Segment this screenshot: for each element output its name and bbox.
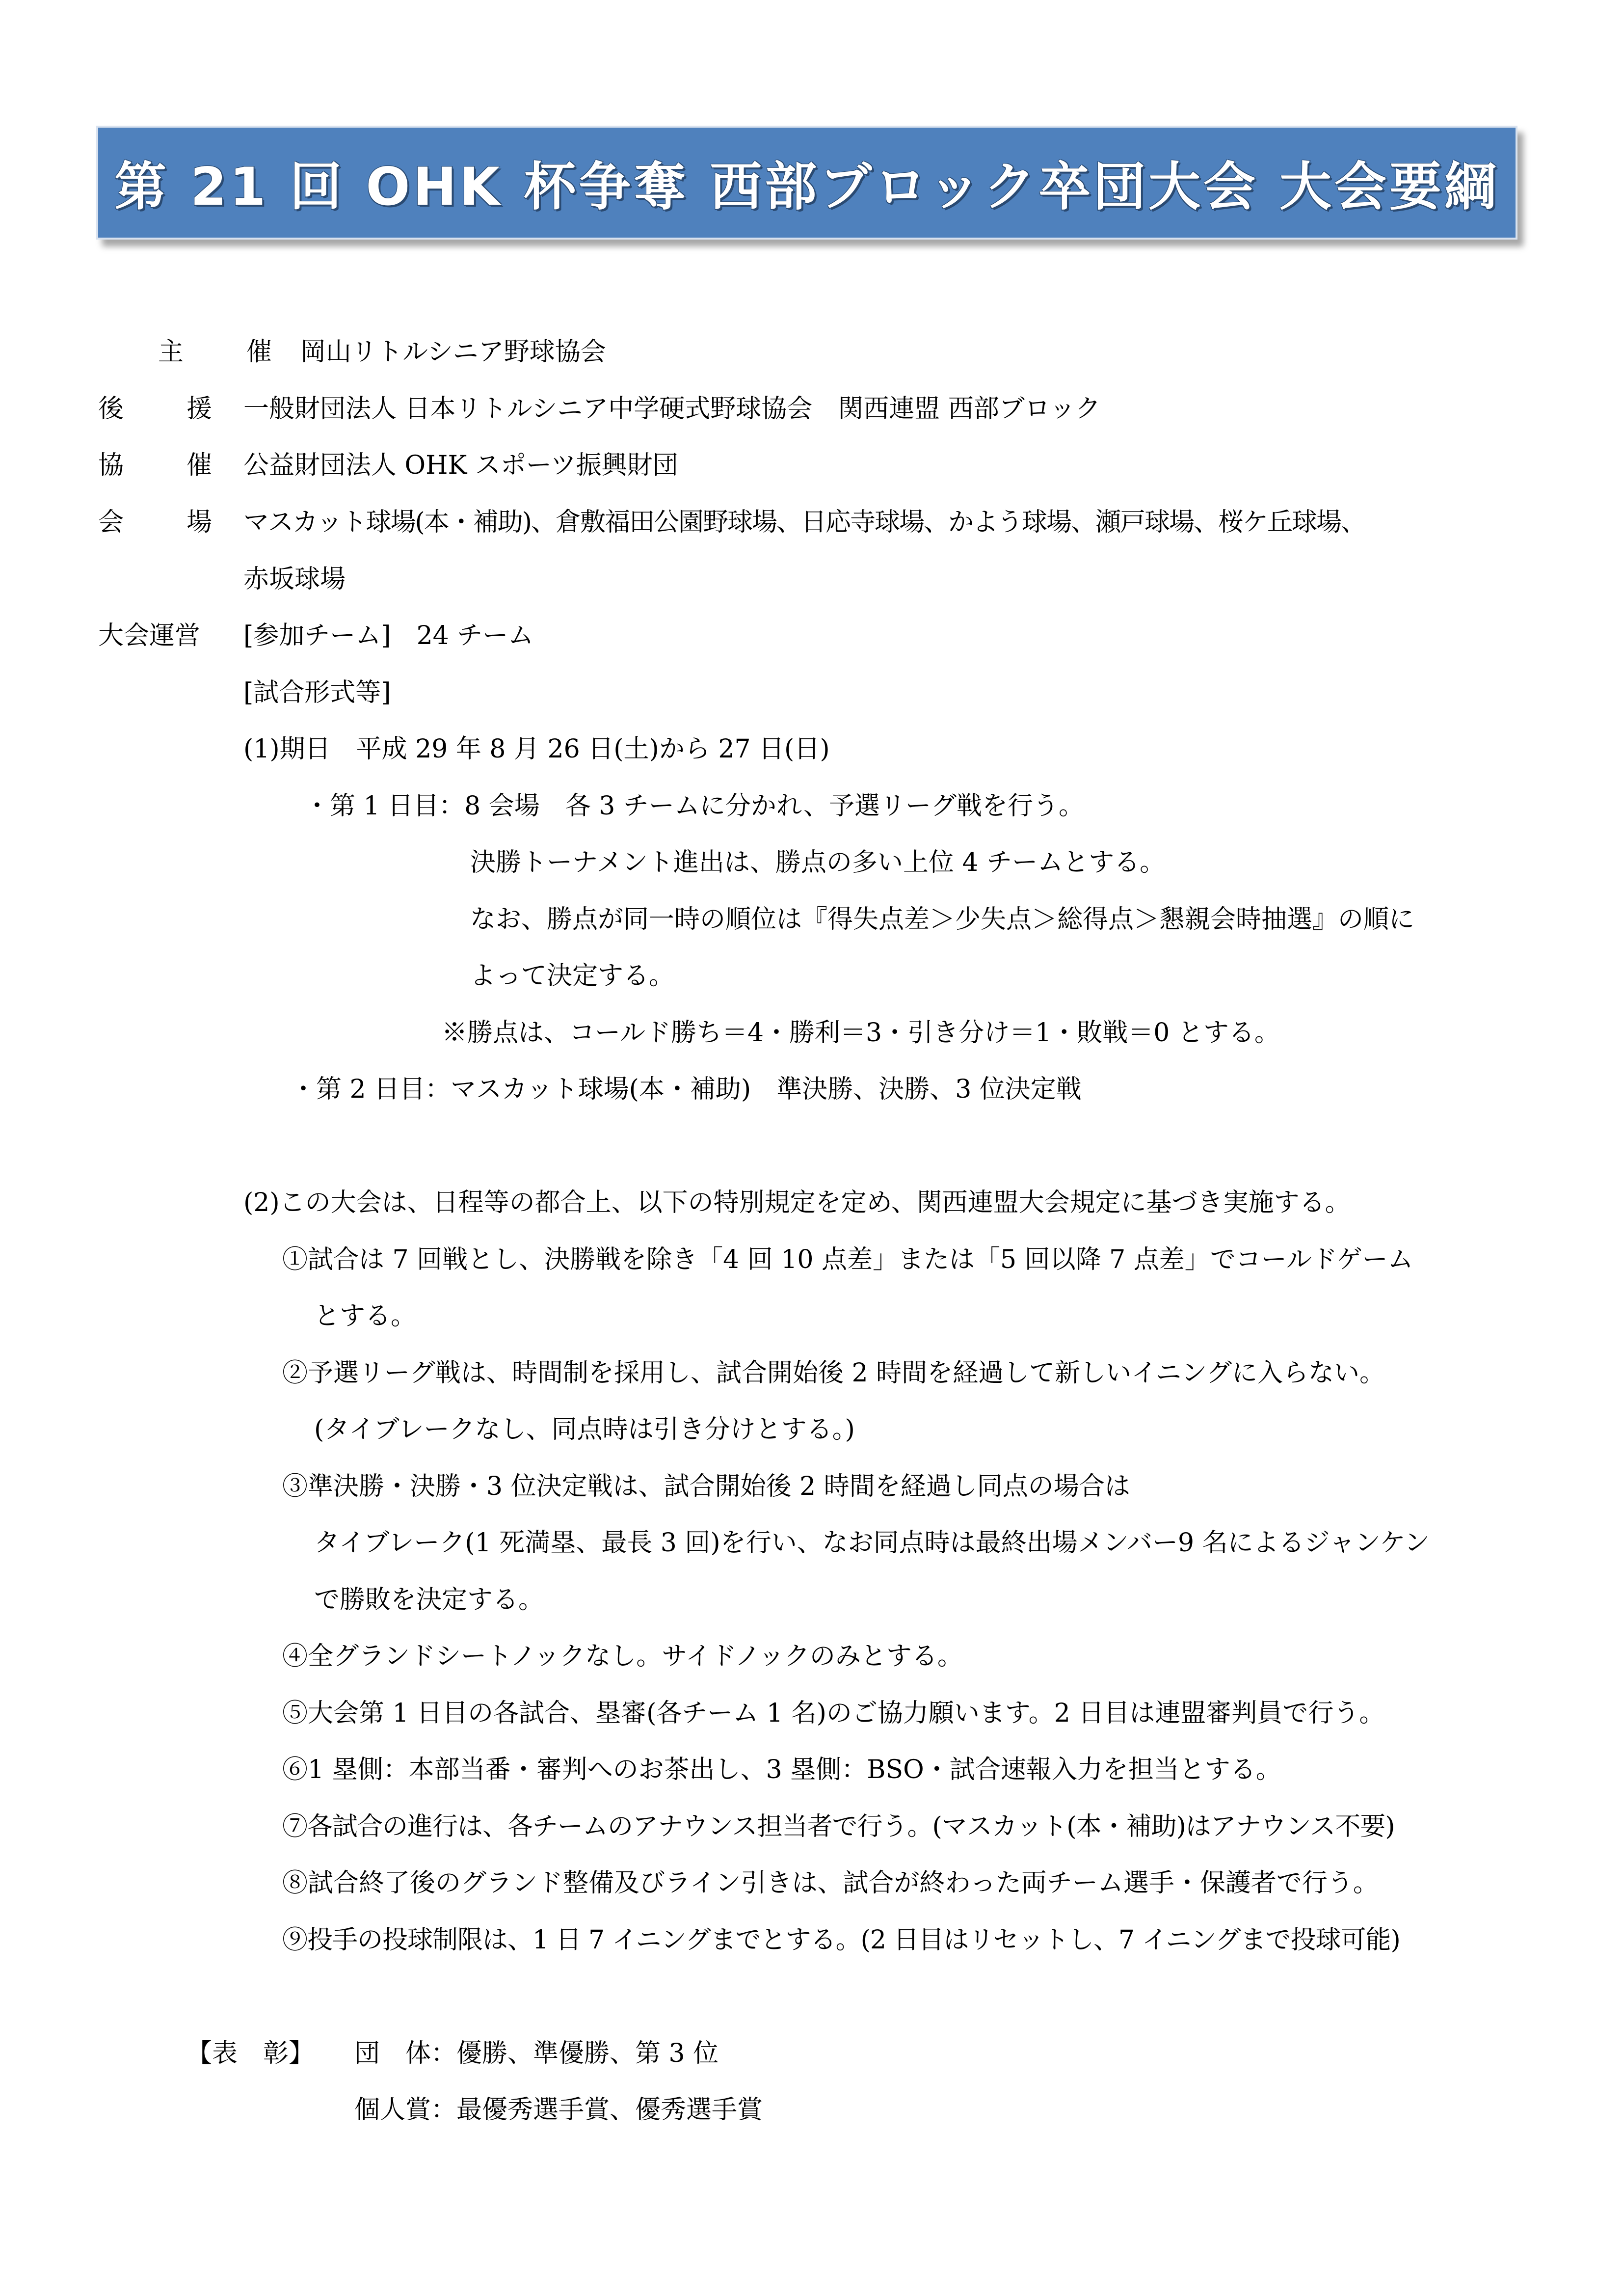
day1-tiebreak-note-cont: よって決定する。	[470, 961, 675, 991]
day1-tiebreak-note: なお、勝点が同一時の順位は『得失点差＞少失点＞総得点＞懇親会時抽選』の順に	[470, 905, 1415, 934]
host-label-char2: 催	[246, 337, 272, 367]
rule-9: ⑨投手の投球制限は、1 日 7 イニングまでとする。(2 日目はリセットし、7 イニングまで投球可能)	[282, 1925, 1400, 1955]
rule-3-cont: タイブレーク(1 死満塁、最長 3 回)を行い、なお同点時は最終出場メンバー9 名によるジャンケン	[314, 1528, 1430, 1558]
rule-2-cont: (タイブレークなし、同点時は引き分けとする。)	[314, 1415, 855, 1444]
rule-8: ⑧試合終了後のグランド整備及びライン引きは、試合が終わった両チーム選手・保護者で行う。	[282, 1868, 1379, 1898]
title-banner	[96, 126, 1517, 240]
awards-group: 団 体：優勝、準優勝、第 3 位	[354, 2039, 719, 2068]
day1-tournament-note: 決勝トーナメント進出は、勝点の多い上位 4 チームとする。	[470, 848, 1166, 877]
rules-intro: (2)この大会は、日程等の都合上、以下の特別規定を定め、関西連盟大会規定に基づき実施する。	[243, 1188, 1351, 1217]
host-label-char1: 主	[158, 337, 184, 367]
rule-1-cont: とする。	[314, 1301, 417, 1331]
participating-teams: [参加チーム] 24 チーム	[243, 621, 534, 650]
rule-3-cont2: で勝敗を決定する。	[314, 1585, 544, 1615]
operation-label: 大会運営	[98, 621, 201, 650]
venue-value-line1: マスカット球場(本・補助)、倉敷福田公園野球場、日応寺球場、かよう球場、瀬戸球場、桜ケ丘球場、	[243, 508, 1366, 537]
day1-schedule: ・第 1 日目：8 会場 各 3 チームに分かれ、予選リーグ戦を行う。	[304, 791, 1085, 821]
support-value: 一般財団法人 日本リトルシニア中学硬式野球協会 関西連盟 西部ブロック	[243, 394, 1101, 424]
rule-6: ⑥1 塁側：本部当番・審判へのお茶出し、3 塁側：BSO・試合速報入力を担当とする。	[282, 1755, 1281, 1784]
venue-label-char1: 会	[98, 508, 124, 537]
points-note: ※勝点は、コールド勝ち＝4・勝利＝3・引き分け＝1・敗戦＝0 とする。	[442, 1018, 1280, 1048]
rule-2: ②予選リーグ戦は、時間制を採用し、試合開始後 2 時間を経過して新しいイニングに入らない。	[282, 1358, 1385, 1388]
venue-value-line2: 赤坂球場	[243, 565, 346, 594]
venue-label-char2: 場	[186, 508, 213, 537]
rule-5: ⑤大会第 1 日目の各試合、塁審(各チーム 1 名)のご協力願います。2 日目は連盟審判員で行う。	[282, 1699, 1385, 1728]
awards-individual: 個人賞：最優秀選手賞、優秀選手賞	[354, 2095, 763, 2125]
rule-7: ⑦各試合の進行は、各チームのアナウンス担当者で行う。(マスカット(本・補助)はアナウンス不要)	[282, 1812, 1395, 1841]
cohost-label-char1: 協	[98, 451, 124, 480]
format-heading: [試合形式等]	[243, 678, 391, 707]
tournament-dates: (1)期日 平成 29 年 8 月 26 日(土)から 27 日(日)	[243, 734, 830, 764]
cohost-label-char2: 催	[186, 451, 213, 480]
support-label-char2: 援	[186, 394, 213, 424]
rule-4: ④全グランドシートノックなし。サイドノックのみとする。	[282, 1642, 963, 1671]
rule-1: ①試合は 7 回戦とし、決勝戦を除き「4 回 10 点差」または「5 回以降 7 点差」でコールドゲーム	[282, 1245, 1413, 1274]
awards-label: 【表 彰】	[186, 2039, 315, 2068]
host-value: 岡山リトルシニア野球協会	[300, 337, 606, 367]
document-title: 第 21 回 OHK 杯争奪 西部ブロック卒団大会 大会要綱	[114, 157, 1499, 217]
day2-schedule: ・第 2 日目：マスカット球場(本・補助) 準決勝、決勝、3 位決定戦	[291, 1075, 1082, 1104]
cohost-value: 公益財団法人 OHK スポーツ振興財団	[243, 451, 678, 480]
support-label-char1: 後	[98, 394, 124, 424]
rule-3: ③準決勝・決勝・3 位決定戦は、試合開始後 2 時間を経過し同点の場合は	[282, 1472, 1130, 1501]
